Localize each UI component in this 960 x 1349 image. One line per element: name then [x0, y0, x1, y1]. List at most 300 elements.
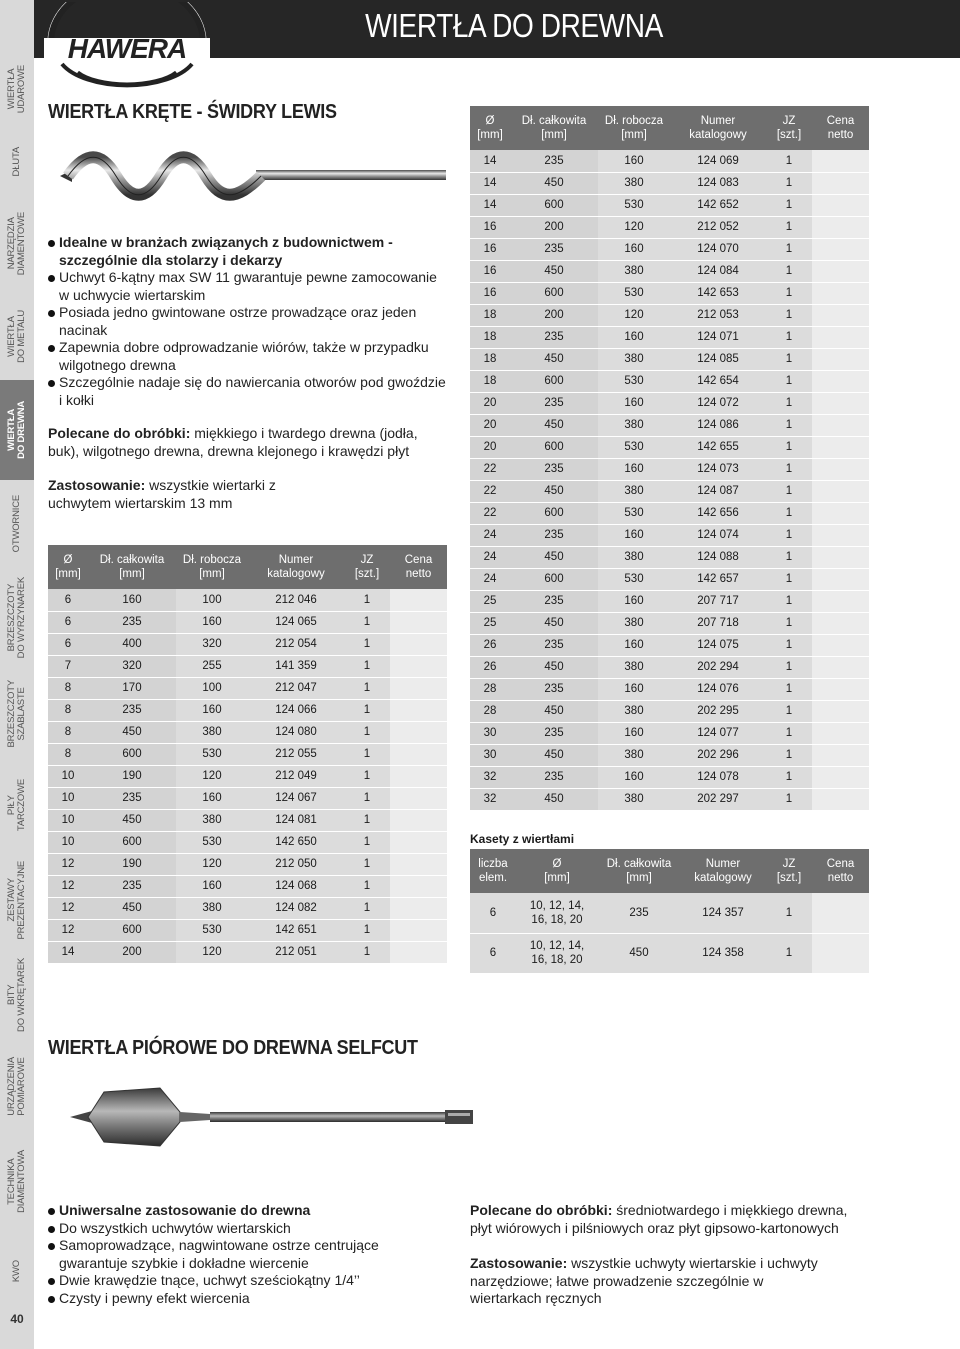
- table-row: [470, 700, 869, 722]
- table-cell: 212 054: [248, 633, 344, 655]
- table-cell: 124 084: [670, 260, 766, 282]
- table-cell: 235: [88, 875, 176, 897]
- table-cell: 160: [598, 524, 670, 546]
- table-cell: 28: [470, 678, 510, 700]
- table-cell: 207 717: [670, 590, 766, 612]
- table-cell: 12: [48, 853, 88, 875]
- table-cell: 14: [48, 941, 88, 963]
- table-cell: 1: [766, 590, 812, 612]
- table-row: [470, 194, 869, 216]
- table-cell: [812, 700, 869, 722]
- table-cell: 1: [766, 656, 812, 678]
- table-cell: 450: [510, 546, 598, 568]
- table-cell: [390, 633, 447, 655]
- sidebar-item-label: BITY DO WKRĘTAREK: [6, 958, 27, 1032]
- table-cell: 530: [176, 831, 248, 853]
- table-cell: 10: [48, 809, 88, 831]
- table-cell: 12: [48, 875, 88, 897]
- table-cell: 26: [470, 634, 510, 656]
- table-cell: 530: [598, 568, 670, 590]
- table-cell: 1: [766, 194, 812, 216]
- sidebar-item[interactable]: [0, 196, 34, 292]
- table-cell: 124 071: [670, 326, 766, 348]
- table-cell: 120: [176, 853, 248, 875]
- table-cell: 1: [344, 919, 390, 941]
- table-row: [470, 480, 869, 502]
- sidebar-item[interactable]: [0, 380, 34, 480]
- table-cell: 212 046: [248, 589, 344, 611]
- col-count: liczba elem.: [470, 849, 516, 893]
- table-cell: [812, 282, 869, 304]
- table-cell: 530: [598, 370, 670, 392]
- table-cell: 380: [598, 414, 670, 436]
- table-cell: 202 297: [670, 788, 766, 810]
- table-cell: 400: [88, 633, 176, 655]
- sidebar-item[interactable]: [0, 568, 34, 668]
- usage-label: Zastosowanie:: [470, 1255, 568, 1271]
- sidebar-item[interactable]: [0, 292, 34, 380]
- table-cell: 1: [344, 831, 390, 853]
- sidebar-item-label: DŁUTA: [11, 147, 22, 177]
- sidebar-item-label: BRZESZCZOTY SZABLASTE: [6, 680, 27, 748]
- feature-item: Uchwyt 6-kątny max SW 11 gwarantuje pewne zamocowanie w uchwycie wiertarskim: [48, 269, 448, 304]
- table-cell: 255: [176, 655, 248, 677]
- table-cell: 450: [510, 788, 598, 810]
- table-cell: 450: [88, 897, 176, 919]
- sidebar-item[interactable]: [0, 50, 34, 128]
- table-cell: 212 050: [248, 853, 344, 875]
- table-cell: 16: [470, 260, 510, 282]
- table-cell: [812, 480, 869, 502]
- table-cell: 26: [470, 656, 510, 678]
- table-cell: 1: [344, 589, 390, 611]
- table-cell: 380: [598, 348, 670, 370]
- table-row: [48, 897, 447, 919]
- page-number: 40: [10, 1312, 24, 1326]
- table-cell: 18: [470, 348, 510, 370]
- col-total-length: Dł. całkowita [mm]: [510, 106, 598, 150]
- table-cell: 1: [766, 282, 812, 304]
- table-cell: 1: [766, 788, 812, 810]
- col-work-length: Dł. robocza [mm]: [176, 545, 248, 589]
- table-cell: 1: [344, 853, 390, 875]
- table-cell: 600: [510, 568, 598, 590]
- col-total-length: Dł. całkowita [mm]: [88, 545, 176, 589]
- table-cell: 235: [510, 392, 598, 414]
- table-cell: 235: [510, 524, 598, 546]
- feature-item: Samoprowadzące, nagwintowane ostrze centrujące gwarantuje szybkie i dokładne wiercenie: [48, 1237, 408, 1272]
- table-cell: 450: [510, 172, 598, 194]
- table-cell: 14: [470, 172, 510, 194]
- table-cell: 1: [766, 238, 812, 260]
- table-row: [470, 722, 869, 744]
- table-cell: 235: [88, 787, 176, 809]
- table-cell: [812, 304, 869, 326]
- table-cell: 235: [510, 722, 598, 744]
- table-cell: 530: [176, 743, 248, 765]
- table-cell: 124 076: [670, 678, 766, 700]
- table-cell: 600: [88, 919, 176, 941]
- table-cell: 1: [344, 765, 390, 787]
- table-cell: [812, 612, 869, 634]
- table-cell: 600: [510, 194, 598, 216]
- table-cell: 1: [766, 172, 812, 194]
- table-cell: 530: [176, 919, 248, 941]
- sidebar-item[interactable]: [0, 850, 34, 950]
- sidebar-item[interactable]: [0, 760, 34, 850]
- table-cell: 1: [344, 633, 390, 655]
- table-cell: 600: [510, 282, 598, 304]
- table-cell: 124 082: [248, 897, 344, 919]
- table-cell: 160: [598, 766, 670, 788]
- feature-item: Czysty i pewny efekt wiercenia: [48, 1290, 408, 1308]
- table-cell: 6: [470, 933, 516, 973]
- table-cell: 212 051: [248, 941, 344, 963]
- table-cell: [812, 172, 869, 194]
- selfcut-recommended: [470, 1202, 860, 1237]
- table-cell: 142 656: [670, 502, 766, 524]
- table-cell: 12: [48, 919, 88, 941]
- table-row: [470, 656, 869, 678]
- table-cell: [812, 722, 869, 744]
- table-cell: 160: [598, 326, 670, 348]
- table-cell: [812, 678, 869, 700]
- col-diameter: Ø [mm]: [516, 849, 598, 893]
- table-cell: 25: [470, 590, 510, 612]
- table-cell: 235: [510, 458, 598, 480]
- table-cell: 14: [470, 150, 510, 172]
- table-cell: 380: [598, 612, 670, 634]
- table-row: [48, 787, 447, 809]
- table-cell: [812, 744, 869, 766]
- lewis-usage: [48, 477, 288, 512]
- table-cell: 24: [470, 524, 510, 546]
- table-cell: 124 067: [248, 787, 344, 809]
- recommended-text: miękkiego i twardego drewna (jodła, buk), wilgotnego drewna, drewna klejonego i krawędzi płyt: [48, 425, 418, 459]
- col-price: Cena netto: [812, 106, 869, 150]
- table-cell: 16: [470, 282, 510, 304]
- table-cell: 380: [598, 744, 670, 766]
- table-cell: 120: [176, 941, 248, 963]
- table-row: [48, 655, 447, 677]
- table-cell: 124 358: [680, 933, 766, 973]
- feature-item: Do wszystkich uchwytów wiertarskich: [48, 1220, 408, 1238]
- table-cell: 600: [510, 370, 598, 392]
- sidebar-item-label: WIERTŁA UDAROWE: [6, 64, 27, 114]
- table-cell: [390, 611, 447, 633]
- table-cell: [812, 436, 869, 458]
- col-diameter: Ø [mm]: [470, 106, 510, 150]
- table-cell: 530: [598, 502, 670, 524]
- table-cell: 124 357: [680, 893, 766, 933]
- table-row: [470, 634, 869, 656]
- table-cell: 124 070: [670, 238, 766, 260]
- sidebar-item[interactable]: [0, 1132, 34, 1230]
- table-cell: 7: [48, 655, 88, 677]
- table-cell: [812, 326, 869, 348]
- selfcut-features: [48, 1202, 408, 1307]
- table-cell: 380: [176, 721, 248, 743]
- table-cell: 160: [598, 238, 670, 260]
- sidebar-item[interactable]: [0, 668, 34, 760]
- feature-item: Szczególnie nadaje się do nawiercania otworów pod gwoździe i kołki: [48, 374, 448, 409]
- table-cell: 190: [88, 853, 176, 875]
- table-row: [470, 612, 869, 634]
- table-cell: 32: [470, 788, 510, 810]
- table-cell: 1: [766, 436, 812, 458]
- selfcut-drill-image: [60, 1082, 480, 1152]
- table-cell: 10, 12, 14, 16, 18, 20: [516, 933, 598, 973]
- table-cell: 235: [598, 893, 680, 933]
- table-cell: [812, 194, 869, 216]
- table-cell: [812, 590, 869, 612]
- table-cell: 124 080: [248, 721, 344, 743]
- table-cell: [390, 831, 447, 853]
- table-cell: 142 650: [248, 831, 344, 853]
- table-cell: [390, 765, 447, 787]
- table-row: [470, 172, 869, 194]
- table-cell: 380: [598, 656, 670, 678]
- table-cell: 170: [88, 677, 176, 699]
- table-cell: [390, 743, 447, 765]
- table-cell: 142 655: [670, 436, 766, 458]
- table-cell: [812, 370, 869, 392]
- table-cell: 1: [766, 392, 812, 414]
- table-cell: 1: [766, 502, 812, 524]
- table-cell: 235: [510, 150, 598, 172]
- sidebar-item-label: NARZĘDZIA DIAMENTOWE: [6, 212, 27, 276]
- lewis-drill-image: [46, 146, 446, 206]
- table-row: [470, 766, 869, 788]
- table-cell: 8: [48, 743, 88, 765]
- usage-text: wszystkie wiertarki z uchwytem wiertarskim 13 mm: [48, 477, 276, 511]
- table-cell: 14: [470, 194, 510, 216]
- table-cell: 124 069: [670, 150, 766, 172]
- table-row: [48, 721, 447, 743]
- table-cell: 1: [766, 260, 812, 282]
- table-cell: 450: [510, 348, 598, 370]
- feature-item: Idealne w branżach związanych z budownictwem - szczególnie dla stolarzy i dekarzy: [48, 234, 448, 269]
- table-cell: [390, 655, 447, 677]
- table-row: [470, 590, 869, 612]
- table-cell: 1: [766, 612, 812, 634]
- table-cell: [812, 893, 869, 933]
- recommended-label: Polecane do obróbki:: [470, 1202, 613, 1218]
- sidebar-item-label: PIŁY TARCZOWE: [6, 778, 27, 832]
- table-cell: 235: [510, 238, 598, 260]
- table-cell: [812, 348, 869, 370]
- table-cell: 1: [766, 700, 812, 722]
- lewis-recommended: [48, 425, 448, 460]
- sidebar-item-label: ZESTAWY PREZENTACYJNE: [6, 860, 27, 940]
- table-cell: 124 065: [248, 611, 344, 633]
- table-cell: [390, 919, 447, 941]
- table-row: [470, 392, 869, 414]
- table-cell: 1: [344, 875, 390, 897]
- table-cell: 200: [510, 216, 598, 238]
- table-cell: 1: [766, 480, 812, 502]
- sidebar-item-label: WIERTŁA DO DREWNA: [6, 401, 27, 459]
- table-row: [48, 743, 447, 765]
- table-cell: 160: [598, 634, 670, 656]
- table-cell: 100: [176, 677, 248, 699]
- table-cell: 24: [470, 546, 510, 568]
- feature-item: Dwie krawędzie tnące, uchwyt sześciokątny 1/4’’: [48, 1272, 408, 1290]
- table-row: [470, 326, 869, 348]
- table-row: [470, 260, 869, 282]
- table-cell: [812, 766, 869, 788]
- col-work-length: Dł. robocza [mm]: [598, 106, 670, 150]
- table-cell: 8: [48, 721, 88, 743]
- kasety-table: [470, 849, 869, 974]
- table-cell: 18: [470, 326, 510, 348]
- table-row: [48, 765, 447, 787]
- table-cell: 380: [598, 788, 670, 810]
- table-cell: 450: [88, 809, 176, 831]
- table-cell: 1: [766, 348, 812, 370]
- table-cell: 450: [510, 414, 598, 436]
- table-cell: 142 654: [670, 370, 766, 392]
- col-catalog: Numer katalogowy: [248, 545, 344, 589]
- table-cell: 380: [598, 260, 670, 282]
- table-cell: 380: [598, 700, 670, 722]
- table-cell: 600: [510, 436, 598, 458]
- table-row: [48, 611, 447, 633]
- table-cell: 160: [598, 458, 670, 480]
- table-cell: 1: [766, 568, 812, 590]
- table-cell: [812, 788, 869, 810]
- table-cell: 24: [470, 568, 510, 590]
- sidebar-item-label: URZĄDZENIA POMIAROWE: [6, 1056, 27, 1116]
- table-row: [470, 788, 869, 810]
- lewis-table-left: [48, 545, 447, 964]
- table-cell: 380: [598, 546, 670, 568]
- table-cell: 141 359: [248, 655, 344, 677]
- recommended-label: Polecane do obróbki:: [48, 425, 191, 441]
- sidebar-item-label: WIERTŁA DO METALU: [6, 309, 27, 363]
- lewis-table-right: [470, 106, 869, 811]
- table-cell: [812, 546, 869, 568]
- table-row: [470, 304, 869, 326]
- table-row: [470, 678, 869, 700]
- table-cell: 450: [598, 933, 680, 973]
- table-row: [48, 853, 447, 875]
- sidebar-item[interactable]: [0, 1230, 34, 1312]
- table-cell: 124 077: [670, 722, 766, 744]
- table-cell: [390, 897, 447, 919]
- table-row: [48, 941, 447, 963]
- table-cell: 202 295: [670, 700, 766, 722]
- table-cell: [390, 721, 447, 743]
- table-cell: 380: [176, 809, 248, 831]
- table-cell: 1: [344, 787, 390, 809]
- table-row: [470, 502, 869, 524]
- svg-text:HAWERA: HAWERA: [67, 33, 187, 64]
- col-price: Cena netto: [812, 849, 869, 893]
- table-cell: [390, 853, 447, 875]
- lewis-section-title: WIERTŁA KRĘTE - ŚWIDRY LEWIS: [48, 101, 337, 123]
- table-cell: 160: [598, 392, 670, 414]
- table-row: [48, 919, 447, 941]
- table-cell: 18: [470, 304, 510, 326]
- table-row: [470, 458, 869, 480]
- table-cell: 160: [176, 787, 248, 809]
- table-cell: 202 296: [670, 744, 766, 766]
- page-title: WIERTŁA DO DREWNA: [365, 7, 663, 44]
- table-cell: 1: [766, 216, 812, 238]
- table-cell: 124 088: [670, 546, 766, 568]
- table-row: [470, 568, 869, 590]
- table-cell: 380: [598, 480, 670, 502]
- table-cell: 530: [598, 282, 670, 304]
- table-row: [48, 633, 447, 655]
- table-cell: 1: [766, 524, 812, 546]
- sidebar-item-label: BRZESZCZOTY DO WYRZYNAREK: [6, 577, 27, 659]
- table-cell: 1: [344, 611, 390, 633]
- usage-text: wszystkie uchwyty wiertarskie i uchwyty narzędziowe; łatwe prowadzenie szczególnie w wiertarkach ręcznych: [470, 1255, 818, 1306]
- table-cell: 1: [344, 721, 390, 743]
- col-diameter: Ø [mm]: [48, 545, 88, 589]
- table-cell: 235: [510, 590, 598, 612]
- table-row: [48, 699, 447, 721]
- table-cell: [812, 933, 869, 973]
- table-cell: 120: [598, 216, 670, 238]
- table-cell: [812, 502, 869, 524]
- col-unit: JZ [szt.]: [766, 106, 812, 150]
- table-cell: 160: [176, 875, 248, 897]
- table-cell: 142 651: [248, 919, 344, 941]
- table-cell: [390, 589, 447, 611]
- table-cell: 16: [470, 238, 510, 260]
- table-cell: [812, 216, 869, 238]
- col-unit: JZ [szt.]: [344, 545, 390, 589]
- table-cell: 160: [176, 699, 248, 721]
- sidebar-item[interactable]: [0, 950, 34, 1040]
- table-cell: 235: [88, 611, 176, 633]
- table-cell: 212 047: [248, 677, 344, 699]
- table-cell: 450: [510, 612, 598, 634]
- sidebar-item-label: OTWORNICE: [11, 495, 22, 553]
- table-cell: 160: [598, 678, 670, 700]
- table-cell: 235: [510, 326, 598, 348]
- table-row: [48, 589, 447, 611]
- table-cell: 1: [766, 722, 812, 744]
- sidebar-item[interactable]: [0, 480, 34, 568]
- sidebar-item[interactable]: [0, 1040, 34, 1132]
- col-unit: JZ [szt.]: [766, 849, 812, 893]
- selfcut-usage: [470, 1255, 830, 1308]
- table-cell: 32: [470, 766, 510, 788]
- category-sidebar: [0, 0, 34, 1349]
- table-cell: [812, 458, 869, 480]
- table-cell: 1: [344, 677, 390, 699]
- table-cell: 212 055: [248, 743, 344, 765]
- table-cell: 380: [176, 897, 248, 919]
- table-cell: 450: [510, 260, 598, 282]
- table-cell: [812, 150, 869, 172]
- table-cell: [812, 634, 869, 656]
- table-row: [470, 150, 869, 172]
- sidebar-item[interactable]: [0, 128, 34, 196]
- table-cell: [812, 656, 869, 678]
- table-cell: 142 652: [670, 194, 766, 216]
- table-cell: 120: [176, 765, 248, 787]
- selfcut-section-title: WIERTŁA PIÓROWE DO DREWNA SELFCUT: [48, 1037, 418, 1059]
- table-cell: 450: [510, 744, 598, 766]
- table-cell: 124 073: [670, 458, 766, 480]
- table-cell: 25: [470, 612, 510, 634]
- table-cell: 190: [88, 765, 176, 787]
